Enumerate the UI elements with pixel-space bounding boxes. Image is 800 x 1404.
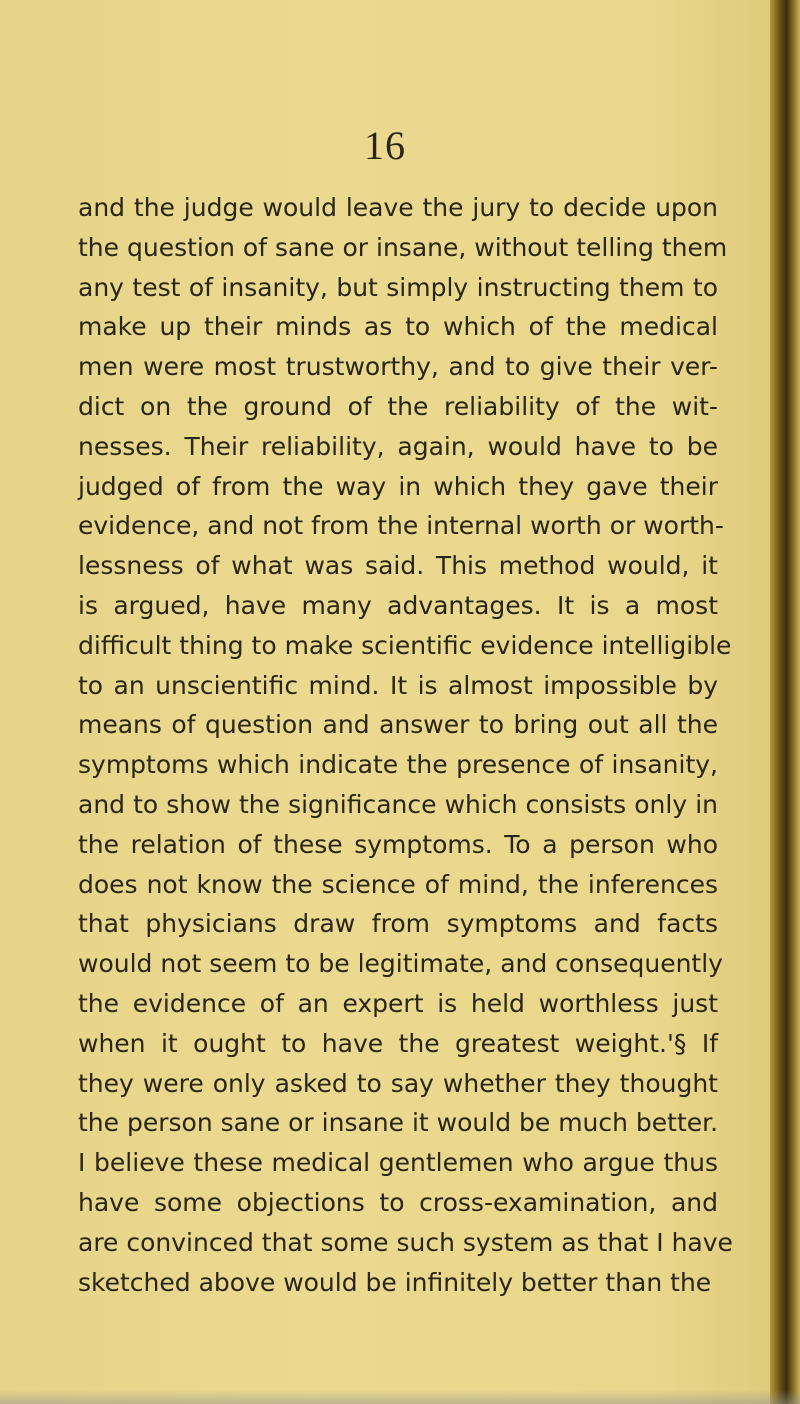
- text-line: the person sane or insane it would be much better.: [78, 1108, 719, 1138]
- text-line: the relation of these symptoms. To a person who: [78, 829, 718, 859]
- text-line: the evidence of an expert is held worthless just: [78, 988, 718, 1018]
- text-line: are convinced that some such system as that I have: [78, 1227, 733, 1257]
- book-spine-edge: [770, 0, 800, 1404]
- text-line: and to show the significance which consists only in: [78, 789, 718, 819]
- text-line: and the judge would leave the jury to decide upon: [78, 193, 718, 222]
- text-line: men were most trustworthy, and to give their ver-: [78, 352, 718, 382]
- text-line: the question of sane or insane, without telling them: [78, 232, 728, 262]
- text-line: dict on the ground of the reliability of the wit-: [78, 391, 718, 421]
- text-line: evidence, and not from the internal worth or worth-: [78, 511, 724, 541]
- text-line: judged of from the way in which they gave their: [78, 471, 718, 501]
- text-line: have some objections to cross-examination, and: [78, 1187, 718, 1217]
- text-line: that physicians draw from symptoms and facts: [78, 909, 718, 939]
- text-line: lessness of what was said. This method would, it: [78, 551, 718, 581]
- text-line: I believe these medical gentlemen who argue thus: [78, 1148, 718, 1178]
- text-line: does not know the science of mind, the inferences: [78, 869, 718, 899]
- text-line: they were only asked to say whether they thought: [78, 1068, 718, 1098]
- text-line: make up their minds as to which of the medical: [78, 312, 718, 342]
- scan-bottom-shadow: [0, 1390, 800, 1404]
- text-line: nesses. Their reliability, again, would have to be: [78, 431, 718, 461]
- page-number: 16: [364, 123, 406, 168]
- text-line: would not seem to be legitimate, and consequently: [78, 949, 723, 979]
- text-line: symptoms which indicate the presence of insanity,: [78, 750, 718, 780]
- text-line: when it ought to have the greatest weight.'§ If: [78, 1028, 718, 1058]
- text-line: sketched above would be infinitely better than the: [78, 1267, 712, 1297]
- text-line: to an unscientific mind. It is almost impossible by: [78, 670, 718, 700]
- body-text: [78, 188, 733, 1302]
- text-line: means of question and answer to bring out all the: [78, 710, 718, 740]
- text-line: any test of insanity, but simply instructing them to: [78, 272, 718, 302]
- text-line: difficult thing to make scientific evidence intelligible: [78, 630, 732, 660]
- text-line: is argued, have many advantages. It is a most: [78, 590, 718, 620]
